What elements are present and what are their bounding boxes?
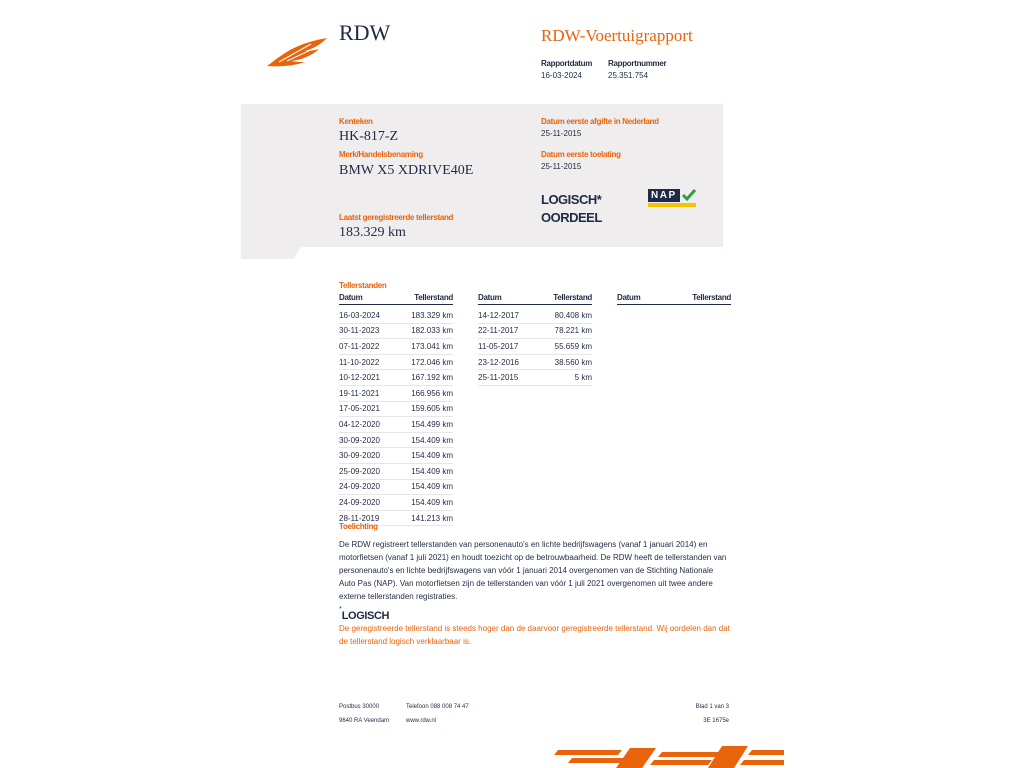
col-datum: Datum xyxy=(617,293,641,302)
row-tellerstand: 154.499 km xyxy=(411,419,453,429)
tellerstanden-title: Tellerstanden xyxy=(339,281,387,290)
table-row xyxy=(339,480,453,496)
logisch-text: De geregistreerde tellerstand is steeds hoger dan de daarvoor geregistreerde tellerstand. Wij oordelen dan dat de tellerstand logisch verklaarbaar is. xyxy=(339,624,730,646)
row-tellerstand: 183.329 km xyxy=(411,310,453,320)
table-row xyxy=(478,339,592,355)
toelichting-title: Toelichting xyxy=(339,522,378,531)
row-tellerstand: 154.409 km xyxy=(411,482,453,492)
row-datum: 24-09-2020 xyxy=(339,482,380,492)
table-row xyxy=(339,433,453,449)
table-header xyxy=(339,293,453,305)
nap-badge xyxy=(648,188,698,208)
logisch-heading xyxy=(339,606,389,624)
checkmark-icon xyxy=(681,188,697,202)
row-datum: 23-12-2016 xyxy=(478,357,519,367)
table-header xyxy=(478,293,592,305)
row-datum: 25-09-2020 xyxy=(339,466,380,476)
row-datum: 14-12-2017 xyxy=(478,310,519,320)
row-datum: 24-09-2020 xyxy=(339,497,380,507)
eerste-toelating-value: 25-11-2015 xyxy=(541,162,582,171)
row-datum: 17-05-2021 xyxy=(339,404,380,414)
oordeel-line2: OORDEEL xyxy=(541,210,602,225)
oordeel-line1: LOGISCH* xyxy=(541,192,602,207)
row-tellerstand: 173.041 km xyxy=(411,341,453,351)
col-tellerstand: Tellerstand xyxy=(553,293,592,302)
rdw-stripes-graphic xyxy=(552,746,784,768)
rapportdatum-value: 16-03-2024 xyxy=(541,71,582,80)
footer-blad: Blad 1 van 3 xyxy=(695,704,729,710)
eerste-afgifte-value: 25-11-2015 xyxy=(541,129,582,138)
rdw-logo-icon xyxy=(265,34,331,68)
kenteken-value: HK-817-Z xyxy=(339,129,399,144)
table-row xyxy=(339,355,453,371)
row-datum: 22-11-2017 xyxy=(478,326,519,336)
row-tellerstand: 182.033 km xyxy=(411,326,453,336)
row-tellerstand: 166.956 km xyxy=(411,388,453,398)
eerste-toelating-label: Datum eerste toelating xyxy=(541,150,621,159)
table-row xyxy=(339,495,453,511)
row-tellerstand: 167.192 km xyxy=(411,373,453,383)
logisch-title: LOGISCH xyxy=(341,610,390,622)
table-row xyxy=(339,339,453,355)
footer-plaats: 9640 RA Veendam xyxy=(339,718,390,724)
table-row xyxy=(339,464,453,480)
row-datum: 16-03-2024 xyxy=(339,310,380,320)
row-tellerstand: 172.046 km xyxy=(411,357,453,367)
row-tellerstand: 78.221 km xyxy=(554,326,592,336)
tellerstand-value: 183.329 km xyxy=(339,225,406,240)
footer-telefoon: Telefoon 088 008 74 47 xyxy=(406,704,469,710)
tellerstanden-table-3 xyxy=(617,293,731,308)
row-tellerstand: 80.408 km xyxy=(554,310,592,320)
row-datum: 11-10-2022 xyxy=(339,357,380,367)
tellerstanden-table-2 xyxy=(478,293,592,386)
col-datum: Datum xyxy=(339,293,363,302)
merk-label: Merk/Handelsbenaming xyxy=(339,150,423,159)
table-row xyxy=(478,355,592,371)
table-row xyxy=(339,402,453,418)
nap-bar xyxy=(648,203,696,207)
tellerstanden-table-1 xyxy=(339,293,453,526)
rapportnummer-value: 25.351.754 xyxy=(608,71,649,80)
row-datum: 04-12-2020 xyxy=(339,419,380,429)
row-tellerstand: 154.409 km xyxy=(411,466,453,476)
row-datum: 30-09-2020 xyxy=(339,451,380,461)
report-title: RDW-Voertuigrapport xyxy=(541,26,693,45)
footer-website[interactable]: www.rdw.nl xyxy=(406,718,437,724)
row-datum: 10-12-2021 xyxy=(339,373,380,383)
table-row xyxy=(478,308,592,324)
tellerstand-label: Laatst geregistreerde tellerstand xyxy=(339,213,454,222)
row-tellerstand: 55.659 km xyxy=(554,341,592,351)
logisch-star: * xyxy=(339,606,342,613)
col-tellerstand: Tellerstand xyxy=(414,293,453,302)
table-row xyxy=(478,324,592,340)
footer-code: 3E 1675e xyxy=(703,718,729,724)
row-tellerstand: 38.560 km xyxy=(554,357,592,367)
row-datum: 25-11-2015 xyxy=(478,373,519,383)
row-tellerstand: 154.409 km xyxy=(411,497,453,507)
logo-text: RDW xyxy=(339,20,391,45)
nap-text: NAP xyxy=(648,189,680,202)
row-datum: 30-09-2020 xyxy=(339,435,380,445)
table-row xyxy=(339,448,453,464)
table-row xyxy=(339,324,453,340)
eerste-afgifte-label: Datum eerste afgifte in Nederland xyxy=(541,117,659,126)
kenteken-label: Kenteken xyxy=(339,117,373,126)
table-header xyxy=(617,293,731,305)
col-datum: Datum xyxy=(478,293,502,302)
table-row xyxy=(339,417,453,433)
row-datum: 30-11-2023 xyxy=(339,326,380,336)
panel-tail xyxy=(241,247,301,259)
table-row xyxy=(478,370,592,386)
row-tellerstand: 154.409 km xyxy=(411,451,453,461)
row-datum: 19-11-2021 xyxy=(339,388,380,398)
footer-postbus: Postbus 30000 xyxy=(339,704,380,710)
row-tellerstand: 154.409 km xyxy=(411,435,453,445)
merk-value: BMW X5 XDRIVE40E xyxy=(339,163,474,178)
toelichting-text: De RDW registreert tellerstanden van personenauto's en lichte bedrijfswagens (vanaf 1 januari 2014) en motorfietsen (vanaf 1 juli 2021) en houdt toezicht op de betrouwbaarheid. De RDW heeft de tellerstanden van personenauto's en lichte bedrijfswagens van vóór 1 januari 2014 overgenomen van de Stichting Nationale Auto Pas (NAP). Van motorfietsen zijn de tellerstanden van vóór 1 juli 2021 overgenomen uit twee andere externe tellerstanden registraties. xyxy=(339,540,727,601)
rapportdatum-label: Rapportdatum xyxy=(541,59,593,68)
table-row xyxy=(339,370,453,386)
row-datum: 11-05-2017 xyxy=(478,341,519,351)
row-datum: 07-11-2022 xyxy=(339,341,380,351)
row-tellerstand: 5 km xyxy=(574,373,592,383)
row-datum: 28-11-2019 xyxy=(339,513,380,523)
row-tellerstand: 159.605 km xyxy=(411,404,453,414)
table-row xyxy=(339,386,453,402)
rapportnummer-label: Rapportnummer xyxy=(608,59,667,68)
table-row xyxy=(339,308,453,324)
row-tellerstand: 141.213 km xyxy=(411,513,453,523)
col-tellerstand: Tellerstand xyxy=(692,293,731,302)
